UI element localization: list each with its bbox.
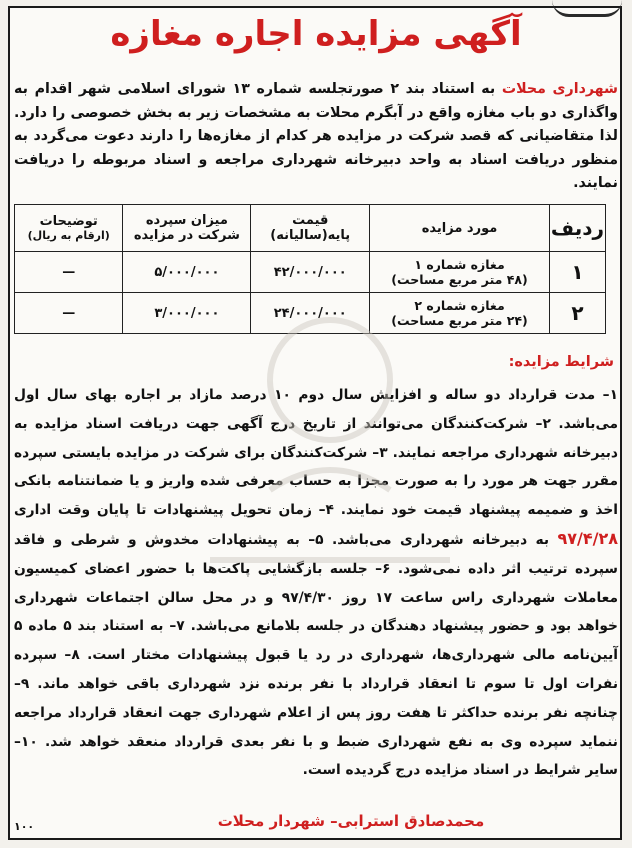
auction-table [14, 204, 606, 334]
header-row-number: ردیف [549, 205, 605, 252]
intro-text: به استناد بند ۲ صورتجلسه شماره ۱۳ شورای اسلامی شهر اقدام به واگذاری دو باب مغازه واقع در آبگرم محلات به مشخصات زیر به بخش خصوصی را دارد. لذا متقاضیانی که قصد شرکت در مزایده هر کدام از مغازه‌ها را دارند دعوت می‌گردد به منظور دریافت اسناد به واحد دبیرخانه شهرداری مراجعه و اسناد مربوطه را دریافت نمایند. [14, 81, 618, 191]
intro-org: شهرداری محلات [501, 81, 619, 97]
cell-notes: — [15, 293, 123, 334]
conditions-paragraph [14, 381, 618, 785]
item-area: (۲۴ متر مربع مساحت) [391, 313, 528, 328]
cell-notes: — [15, 252, 123, 293]
item-area: (۴۸ متر مربع مساحت) [391, 272, 528, 287]
item-name: مغازه شماره ۱ [414, 257, 505, 272]
cell-row-number: ۲ [549, 293, 605, 334]
cell-row-number: ۱ [549, 252, 605, 293]
header-deposit: میزان سپرده شرکت در مزایده [123, 205, 251, 252]
deadline-date: ۹۷/۴/۲۸ [557, 528, 618, 548]
header-notes [15, 205, 123, 252]
table-header-row [15, 205, 606, 252]
header-notes-label: توضیحات [39, 214, 98, 229]
item-name: مغازه شماره ۲ [414, 298, 505, 313]
ad-code: ۱۰۰ [14, 820, 35, 833]
cell-deposit: ۳/۰۰۰/۰۰۰ [123, 293, 251, 334]
conditions-heading: شرایط مزایده: [508, 354, 614, 370]
conditions-text-1: ۱– مدت قرارداد دو ساله و افزایش سال دوم ۱۰ درصد مازاد بر اجاره بهای سال اول می‌باشد. ۲– شرکت‌کنندگان می‌توانند از تاریخ درج آگهی جهت دریافت اسناد مزایده به دبیرخانه شهرداری مراجعه نمایند. ۳– شرکت‌کنندگان برای شرکت در مزایده بایستی سپرده مقرر جهت هر مورد را به صورت مجزا به حساب معرفی شده واریز و یا ضمانتنامه بانکی اخذ و ضمیمه پیشنهاد قیمت خود نمایند. ۴– زمان تحویل پیشنهادات تا پایان وقت اداری [14, 387, 618, 519]
header-item: مورد مزایده [370, 205, 550, 252]
cell-base-price: ۲۴/۰۰۰/۰۰۰ [251, 293, 370, 334]
table-row [15, 252, 606, 293]
header-base-price: قیمت پایه(سالیانه) [251, 205, 370, 252]
cell-item [370, 252, 550, 293]
cell-base-price: ۴۲/۰۰۰/۰۰۰ [251, 252, 370, 293]
table-row [15, 293, 606, 334]
notice-title: آگهی مزایده اجاره مغازه [110, 14, 522, 54]
signature: محمدصادق استرابی– شهردار محلات [217, 812, 485, 830]
conditions-text-2: به دبیرخانه شهرداری می‌باشد. ۵– به پیشنهادات مخدوش و شرطی و فاقد سپرده ترتیب اثر داده نمی‌شود. ۶– جلسه بازگشایی پاکت‌ها با حضور اعضای کمیسیون معاملات شهرداری راس ساعت ۱۷ روز ۹۷/۴/۳۰ و در محل سالن اجتماعات شهرداری خواهد بود و حضور پیشنهاد دهندگان در جلسه بلامانع می‌باشد. ۷– به استناد بند ۵ ماده ۵ آیین‌نامه مالی شهرداری‌ها، شهرداری در رد یا قبول پیشنهادات مختار است. ۸– سپرده نفرات اول تا سوم تا انعقاد قرارداد با نفر برنده نزد شهرداری باقی خواهد ماند. ۹– چنانچه نفر برنده حداکثر تا هفت روز پس از اعلام شهرداری جهت انعقاد قرارداد مراجعه ننماید سپرده وی به نفع شهرداری ضبط و با نفر بعدی قرارداد منعقد خواهد شد. ۱۰– سایر شرایط در اسناد مزایده درج گردیده است. [14, 531, 618, 779]
header-notes-sub: (ارقام به ریال) [27, 229, 110, 242]
cell-item [370, 293, 550, 334]
intro-paragraph [14, 78, 618, 196]
cell-deposit: ۵/۰۰۰/۰۰۰ [123, 252, 251, 293]
